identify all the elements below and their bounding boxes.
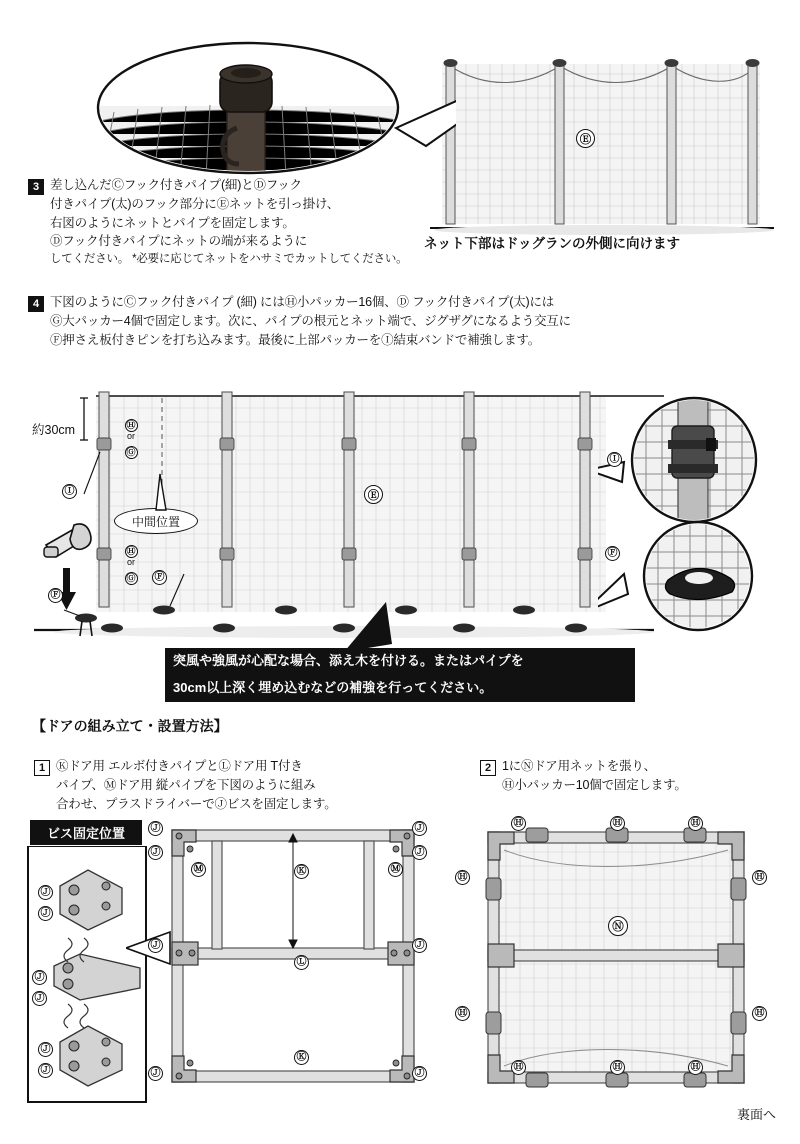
step-3-number: 3 bbox=[28, 179, 44, 195]
label-H-n9: Ⓗ bbox=[610, 1060, 625, 1075]
label-H-upper: Ⓗ bbox=[126, 420, 136, 430]
label-M-left: Ⓜ bbox=[191, 862, 206, 877]
label-H-n1: Ⓗ bbox=[511, 816, 526, 831]
label-K-bottom: Ⓚ bbox=[294, 1050, 309, 1065]
door-step-1-number: 1 bbox=[34, 760, 50, 776]
step-4-line-2: Ⓖ大パッカー4個で固定します。次に、パイプの根元とネット端で、ジグザグになるよう交互に bbox=[50, 313, 571, 328]
label-J-f1: Ⓙ bbox=[148, 821, 163, 836]
door-step-2-line-2: Ⓗ小パッカー10個で固定します。 bbox=[502, 777, 687, 792]
label-H-or-G-lower bbox=[120, 540, 142, 585]
label-F-pin-left: Ⓕ bbox=[48, 588, 63, 603]
screw-position-panel-title: ビス固定位置 bbox=[30, 820, 142, 845]
label-K-top: Ⓚ bbox=[294, 864, 309, 879]
label-H-n7: Ⓗ bbox=[752, 1006, 767, 1021]
label-L-middle: Ⓛ bbox=[294, 955, 309, 970]
label-F-pin-center: Ⓕ bbox=[152, 570, 167, 585]
step-3-line-5: してください。 *必要に応じてネットをハサミでカットしてください。 bbox=[50, 253, 408, 265]
label-G-lower: Ⓖ bbox=[126, 573, 136, 583]
label-H-n10: Ⓗ bbox=[688, 1060, 703, 1075]
label-N-net: Ⓝ bbox=[608, 916, 628, 936]
label-J-f8: Ⓙ bbox=[412, 1066, 427, 1081]
label-J-f3: Ⓙ bbox=[412, 821, 427, 836]
door-step-2-text bbox=[502, 757, 792, 795]
door-step-2-number: 2 bbox=[480, 760, 496, 776]
door-step-1-text bbox=[56, 757, 456, 813]
label-J-p2: Ⓙ bbox=[38, 906, 53, 921]
net-panel-diagram bbox=[424, 40, 780, 240]
door-step-1-line-2: パイプ、Ⓜドア用 縦パイプを下図のように組み bbox=[56, 777, 316, 792]
door-section-heading: 【ドアの組み立て・設置方法】 bbox=[32, 718, 228, 734]
label-H-or-G-upper bbox=[120, 414, 142, 459]
step-3-line-1: 差し込んだⒸフック付きパイプ(細)とⒹフック bbox=[50, 178, 302, 192]
step-3-line-2: 付きパイプ(太)のフック部分にⒺネットを引っ掛け、 bbox=[50, 196, 340, 211]
label-J-f4: Ⓙ bbox=[412, 845, 427, 860]
label-F-callout: Ⓕ bbox=[605, 546, 620, 561]
middle-position-pointer bbox=[150, 466, 180, 512]
label-J-p3: Ⓙ bbox=[32, 970, 47, 985]
label-J-p1: Ⓙ bbox=[38, 885, 53, 900]
warning-line-1: 突風や強風が心配な場合、添え木を付ける。またはパイプを bbox=[165, 648, 635, 675]
callout-pin-detail bbox=[598, 520, 788, 640]
door-step-1-line-1: Ⓚドア用 エルボ付きパイプとⓁドア用 T付き bbox=[56, 759, 303, 773]
label-net-E: Ⓔ bbox=[576, 129, 595, 148]
label-G-upper: Ⓖ bbox=[126, 447, 136, 457]
back-side-note: 裏面へ bbox=[736, 1107, 776, 1122]
callout-cable-tie-detail bbox=[598, 396, 784, 526]
label-J-f2: Ⓙ bbox=[148, 845, 163, 860]
label-or-lower: or bbox=[126, 557, 135, 567]
label-J-p6: Ⓙ bbox=[38, 1063, 53, 1078]
callout-pipe-cap-detail bbox=[96, 36, 456, 176]
warning-banner bbox=[165, 648, 635, 702]
step-4-text bbox=[50, 293, 790, 349]
step-4-number: 4 bbox=[28, 296, 44, 312]
label-I-tie: Ⓘ bbox=[62, 484, 77, 499]
step-3-line-3: 右図のようにネットとパイプを固定します。 bbox=[50, 215, 295, 230]
label-H-n5: Ⓗ bbox=[455, 1006, 470, 1021]
label-J-f7: Ⓙ bbox=[148, 1066, 163, 1081]
label-M-right: Ⓜ bbox=[388, 862, 403, 877]
step-3-text bbox=[50, 176, 440, 268]
step-4-line-3: Ⓕ押さえ板付きピンを打ち込みます。最後に上部パッカーをⒾ結束バンドで補強します。 bbox=[50, 332, 541, 347]
label-H-n4: Ⓗ bbox=[455, 870, 470, 885]
label-J-f5: Ⓙ bbox=[148, 938, 163, 953]
label-net-E-main: Ⓔ bbox=[364, 485, 383, 504]
label-J-p4: Ⓙ bbox=[32, 991, 47, 1006]
label-H-n6: Ⓗ bbox=[752, 870, 767, 885]
label-J-f6: Ⓙ bbox=[412, 938, 427, 953]
label-depth: 約30cm bbox=[32, 423, 76, 437]
label-I-callout: Ⓘ bbox=[607, 452, 622, 467]
label-or-upper: or bbox=[126, 431, 135, 441]
net-orientation-caption: ネット下部はドッグランの外側に向けます bbox=[424, 236, 680, 251]
label-H-lower: Ⓗ bbox=[126, 546, 136, 556]
step-4-line-1: 下図のようにⒸフック付きパイプ (細) にはⒽ小パッカー16個、Ⓓ フック付きパイプ(太)には bbox=[50, 295, 555, 309]
step-3-line-4: Ⓓフック付きパイプにネットの端が来るように bbox=[50, 234, 308, 249]
warning-line-2: 30cm以上深く埋め込むなどの補強を行ってください。 bbox=[165, 675, 635, 702]
middle-position-label: 中間位置 bbox=[131, 514, 180, 529]
label-H-n2: Ⓗ bbox=[610, 816, 625, 831]
label-J-p5: Ⓙ bbox=[38, 1042, 53, 1057]
door-step-1-line-3: 合わせ、プラスドライバーでⒿビスを固定します。 bbox=[56, 796, 337, 811]
label-H-n8: Ⓗ bbox=[511, 1060, 526, 1075]
label-H-n3: Ⓗ bbox=[688, 816, 703, 831]
door-step-2-line-1: 1にⓃドア用ネットを張り、 bbox=[502, 759, 656, 773]
